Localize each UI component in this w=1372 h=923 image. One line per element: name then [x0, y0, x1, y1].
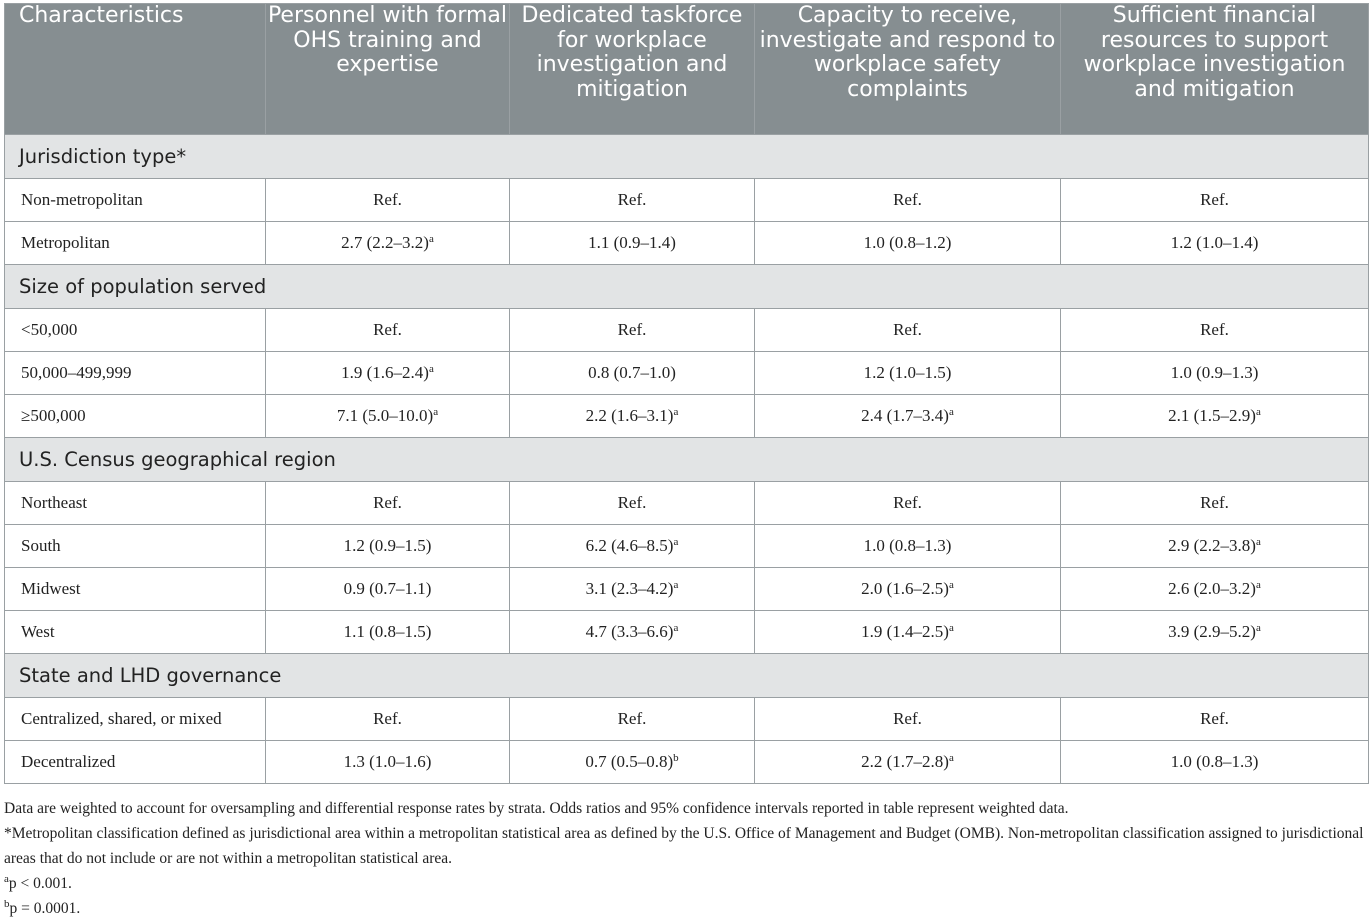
cell-value: Ref.: [617, 320, 647, 339]
cell-value: 1.2 (1.0–1.5): [863, 363, 952, 382]
cell-value: 2.6 (2.0–3.2): [1168, 579, 1256, 598]
cell-value: 1.1 (0.9–1.4): [588, 233, 676, 252]
row-label: <50,000: [5, 309, 266, 352]
cell-value: Ref.: [617, 709, 647, 728]
table-cell: [510, 482, 755, 525]
table-cell: [1061, 309, 1369, 352]
section-row: [5, 438, 1369, 482]
cell-value: 1.0 (0.9–1.3): [1170, 363, 1259, 382]
significance-marker: a: [428, 363, 434, 375]
table-row: [5, 395, 1369, 438]
cell-value: Ref.: [893, 709, 922, 728]
table-cell: [1061, 482, 1369, 525]
table-cell: [1061, 352, 1369, 395]
table-cell: [510, 309, 755, 352]
table-row: [5, 352, 1369, 395]
table-row: [5, 222, 1369, 265]
section-title: State and LHD governance: [5, 654, 1369, 698]
table-cell: [755, 179, 1061, 222]
row-label: ≥500,000: [5, 395, 266, 438]
table-cell: [266, 568, 510, 611]
significance-marker: a: [673, 622, 679, 634]
footnote-b-mark: b: [4, 898, 10, 910]
cell-value: Ref.: [617, 493, 647, 512]
cell-value: 1.1 (0.8–1.5): [343, 622, 432, 641]
footnote-weighting: Data are weighted to account for oversampling and differential response rates by strata. Odds ratios and 95% confidence intervals reported in table represent weighted data.: [4, 800, 1069, 817]
footnote-a: [4, 871, 1368, 896]
cell-value: Ref.: [373, 320, 402, 339]
section-title: Size of population served: [5, 265, 1369, 309]
cell-value: Ref.: [1200, 709, 1229, 728]
table-cell: [755, 395, 1061, 438]
footnote-b-text: p = 0.0001.: [9, 900, 81, 917]
cell-value: 1.0 (0.8–1.2): [863, 233, 952, 252]
cell-value: Ref.: [617, 190, 647, 209]
significance-marker: a: [673, 536, 679, 548]
cell-value: 0.8 (0.7–1.0): [588, 363, 676, 382]
table-row: [5, 698, 1369, 741]
significance-marker: b: [673, 752, 679, 764]
table-cell: [755, 525, 1061, 568]
significance-marker: a: [1255, 622, 1261, 634]
footnote-a-text: p < 0.001.: [8, 875, 72, 892]
table-row: [5, 525, 1369, 568]
significance-marker: a: [948, 752, 954, 764]
table-cell: [755, 568, 1061, 611]
table-cell: [510, 525, 755, 568]
table-cell: [266, 482, 510, 525]
row-label: Non-metropolitan: [5, 179, 266, 222]
section-row: [5, 265, 1369, 309]
table-cell: [1061, 611, 1369, 654]
row-label: Metropolitan: [5, 222, 266, 265]
significance-marker: a: [1255, 536, 1261, 548]
table-row: [5, 482, 1369, 525]
cell-value: 1.2 (0.9–1.5): [343, 536, 432, 555]
table-row: [5, 179, 1369, 222]
cell-value: 4.7 (3.3–6.6): [585, 622, 674, 641]
table-cell: [755, 309, 1061, 352]
significance-marker: a: [428, 233, 434, 245]
table-row: [5, 741, 1369, 784]
table-cell: [266, 525, 510, 568]
footnote-metropolitan: *Metropolitan classification defined as jurisdictional area within a metropolitan statistical area as defined by the U.S. Office of Management and Budget (OMB). Non-metropolitan classification assigned to jurisdictional areas that do not include or are not within a metropolitan statistical area.: [4, 825, 1364, 867]
table-cell: [1061, 395, 1369, 438]
table-cell: [755, 222, 1061, 265]
table-row: [5, 611, 1369, 654]
row-label: Midwest: [5, 568, 266, 611]
cell-value: 2.7 (2.2–3.2): [341, 233, 429, 252]
table-cell: [266, 222, 510, 265]
cell-value: 1.0 (0.8–1.3): [863, 536, 952, 555]
cell-value: 1.2 (1.0–1.4): [1170, 233, 1259, 252]
cell-value: 1.9 (1.6–2.4): [341, 363, 429, 382]
table-row: [5, 568, 1369, 611]
table-row: [5, 309, 1369, 352]
cell-value: 2.1 (1.5–2.9): [1168, 406, 1256, 425]
row-label: Northeast: [5, 482, 266, 525]
table-cell: [755, 611, 1061, 654]
table-cell: [755, 741, 1061, 784]
cell-value: 2.4 (1.7–3.4): [861, 406, 949, 425]
table-cell: [510, 395, 755, 438]
footnote-b: [4, 896, 1368, 921]
cell-value: 1.0 (0.8–1.3): [1170, 752, 1259, 771]
table-footnotes: [4, 796, 1368, 921]
header-personnel: Personnel with formal OHS training and expertise: [266, 4, 510, 135]
table-cell: [266, 611, 510, 654]
significance-marker: a: [1255, 579, 1261, 591]
table-cell: [510, 222, 755, 265]
table-cell: [1061, 222, 1369, 265]
significance-marker: a: [433, 406, 439, 418]
cell-value: 1.3 (1.0–1.6): [343, 752, 432, 771]
cell-value: 2.2 (1.7–2.8): [861, 752, 949, 771]
cell-value: Ref.: [1200, 493, 1229, 512]
header-taskforce: Dedicated taskforce for workplace investigation and mitigation: [510, 4, 755, 135]
cell-value: 2.9 (2.2–3.8): [1168, 536, 1256, 555]
header-row: [5, 4, 1369, 135]
cell-value: Ref.: [1200, 320, 1229, 339]
header-characteristics: Characteristics: [5, 4, 266, 135]
significance-marker: a: [948, 622, 954, 634]
cell-value: Ref.: [893, 493, 922, 512]
significance-marker: a: [1255, 406, 1261, 418]
footnote-a-mark: a: [4, 873, 9, 885]
significance-marker: a: [948, 579, 954, 591]
table-cell: [510, 179, 755, 222]
table-cell: [266, 352, 510, 395]
row-label: South: [5, 525, 266, 568]
table-body: [5, 135, 1369, 784]
cell-value: 6.2 (4.6–8.5): [585, 536, 674, 555]
table-cell: [266, 741, 510, 784]
row-label: West: [5, 611, 266, 654]
cell-value: 1.9 (1.4–2.5): [861, 622, 949, 641]
table-cell: [1061, 525, 1369, 568]
cell-value: 3.9 (2.9–5.2): [1168, 622, 1256, 641]
table-cell: [266, 309, 510, 352]
row-label: Decentralized: [5, 741, 266, 784]
table-cell: [1061, 568, 1369, 611]
cell-value: 3.1 (2.3–4.2): [585, 579, 674, 598]
section-row: [5, 135, 1369, 179]
table-cell: [266, 179, 510, 222]
significance-marker: a: [948, 406, 954, 418]
table-cell: [755, 352, 1061, 395]
cell-value: Ref.: [373, 709, 402, 728]
header-financial: Sufficient financial resources to support workplace investigation and mitigation: [1061, 4, 1369, 135]
table-cell: [510, 611, 755, 654]
table-cell: [1061, 179, 1369, 222]
table-cell: [510, 698, 755, 741]
table-cell: [1061, 741, 1369, 784]
cell-value: Ref.: [373, 190, 402, 209]
table-header: [5, 4, 1369, 135]
table-cell: [266, 698, 510, 741]
section-row: [5, 654, 1369, 698]
significance-marker: a: [673, 406, 679, 418]
section-title: Jurisdiction type*: [5, 135, 1369, 179]
row-label: 50,000–499,999: [5, 352, 266, 395]
odds-ratio-table: [4, 3, 1369, 784]
header-capacity: Capacity to receive, investigate and respond to workplace safety complaints: [755, 4, 1061, 135]
table-cell: [510, 741, 755, 784]
row-label: Centralized, shared, or mixed: [5, 698, 266, 741]
significance-marker: a: [673, 579, 679, 591]
cell-value: Ref.: [893, 190, 922, 209]
section-title: U.S. Census geographical region: [5, 438, 1369, 482]
cell-value: 0.7 (0.5–0.8): [585, 752, 674, 771]
table-cell: [755, 482, 1061, 525]
cell-value: 7.1 (5.0–10.0): [336, 406, 434, 425]
cell-value: 2.2 (1.6–3.1): [585, 406, 674, 425]
table-cell: [510, 352, 755, 395]
table-cell: [266, 395, 510, 438]
cell-value: Ref.: [893, 320, 922, 339]
table-cell: [510, 568, 755, 611]
table-cell: [755, 698, 1061, 741]
cell-value: Ref.: [1200, 190, 1229, 209]
cell-value: 0.9 (0.7–1.1): [343, 579, 432, 598]
cell-value: 2.0 (1.6–2.5): [861, 579, 949, 598]
cell-value: Ref.: [373, 493, 402, 512]
table-cell: [1061, 698, 1369, 741]
